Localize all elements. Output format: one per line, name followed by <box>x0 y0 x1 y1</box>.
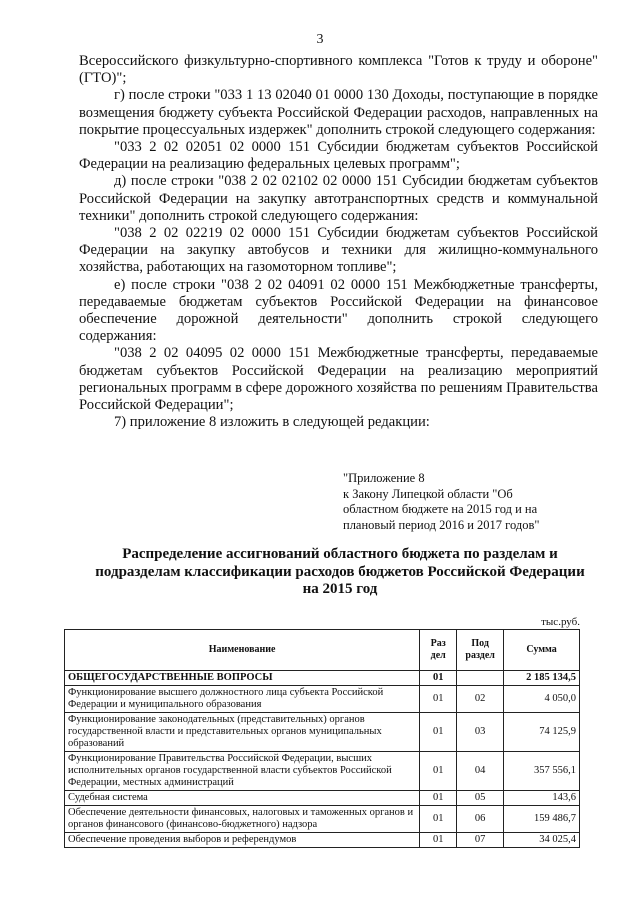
row-amount: 159 486,7 <box>504 806 580 833</box>
row-subsection: 06 <box>457 806 504 833</box>
row-subsection: 04 <box>457 752 504 791</box>
appendix-note <box>343 471 593 533</box>
document-title <box>80 546 600 599</box>
title-line: подразделам классификации расходов бюджетов Российской Федерации <box>95 563 585 580</box>
row-subsection: 02 <box>457 686 504 713</box>
page-number: 3 <box>316 32 324 47</box>
row-section: 01 <box>420 752 457 791</box>
row-subsection: 03 <box>457 713 504 752</box>
appendix-line: "Приложение 8 <box>343 471 425 485</box>
paragraph: "033 2 02 02051 02 0000 151 Субсидии бюджетам субъектов Российской Федерации на реализацию федеральных целевых программ"; <box>79 139 598 173</box>
row-subsection: 05 <box>457 791 504 806</box>
table-row <box>65 752 580 791</box>
table-row <box>65 833 580 848</box>
paragraph: г) после строки "033 1 13 02040 01 0000 130 Доходы, поступающие в порядке возмещения бюджету субъекта Российской Федерации расходов, направленных на покрытие процессуальных издержек" дополнить строкой следующего содержания: <box>79 87 598 138</box>
paragraph: е) после строки "038 2 02 04091 02 0000 151 Межбюджетные трансферты, передаваемые бюджетам субъектов Российской Федерации на финансовое обеспечение дорожной деятельности" дополнить строкой следующего содержания: <box>79 276 598 345</box>
table-row <box>65 713 580 752</box>
row-amount: 2 185 134,5 <box>504 671 580 686</box>
row-name: Функционирование законодательных (представительных) органов государственной власти и представительных органов муниципальных образований <box>65 713 420 752</box>
title-line: на 2015 год <box>302 581 378 597</box>
appendix-line: областном бюджете на 2015 год и на <box>343 502 538 516</box>
row-section: 01 <box>420 833 457 848</box>
paragraph: Всероссийского физкультурно-спортивного комплекса "Готов к труду и обороне" (ГТО)"; <box>79 53 598 87</box>
row-section: 01 <box>420 713 457 752</box>
row-section: 01 <box>420 671 457 686</box>
table-row <box>65 806 580 833</box>
row-subsection: 07 <box>457 833 504 848</box>
paragraph: д) после строки "038 2 02 02102 02 0000 151 Субсидии бюджетам субъектов Российской Федерации на закупку автотранспортных средств и коммунальной техники" дополнить строкой следующего содержания: <box>79 173 598 224</box>
appendix-line: плановый период 2016 и 2017 годов" <box>343 517 540 532</box>
row-amount: 4 050,0 <box>504 686 580 713</box>
header-section: Раз дел <box>420 630 457 671</box>
paragraph: "038 2 02 04095 02 0000 151 Межбюджетные трансферты, передаваемые бюджетам субъектов Российской Федерации на реализацию мероприятий региональных программ в сфере дорожного хозяйства по решениям Правительства Российской Федерации"; <box>79 345 598 414</box>
row-name: Функционирование Правительства Российской Федерации, высших исполнительных органов государственной власти субъектов Российской Федерации, местных администраций <box>65 752 420 791</box>
row-section: 01 <box>420 791 457 806</box>
header-name: Наименование <box>65 630 420 671</box>
row-amount: 74 125,9 <box>504 713 580 752</box>
table-row <box>65 686 580 713</box>
row-name: Судебная система <box>65 791 420 806</box>
row-section: 01 <box>420 806 457 833</box>
row-name: Функционирование высшего должностного лица субъекта Российской Федерации и муниципального образования <box>65 686 420 713</box>
appendix-line: к Закону Липецкой области "Об <box>343 486 513 501</box>
row-name: Обеспечение деятельности финансовых, налоговых и таможенных органов и органов финансового (финансово-бюджетного) надзора <box>65 806 420 833</box>
units-label: тыс.руб. <box>541 616 580 628</box>
row-amount: 34 025,4 <box>504 833 580 848</box>
paragraph: "038 2 02 02219 02 0000 151 Субсидии бюджетам субъектов Российской Федерации на закупку автобусов и техники для жилищно-коммунального хозяйства, работающих на газомоторном топливе"; <box>79 225 598 276</box>
row-name: Обеспечение проведения выборов и референдумов <box>65 833 420 848</box>
row-name: ОБЩЕГОСУДАРСТВЕННЫЕ ВОПРОСЫ <box>65 671 420 686</box>
table-row <box>65 671 580 686</box>
title-line: Распределение ассигнований областного бюджета по разделам и <box>122 546 558 562</box>
budget-table <box>64 629 580 848</box>
row-subsection <box>457 671 504 686</box>
header-amount: Сумма <box>504 630 580 671</box>
row-amount: 143,6 <box>504 791 580 806</box>
paragraph: 7) приложение 8 изложить в следующей редакции: <box>114 414 430 431</box>
amendment-text <box>79 53 598 431</box>
row-section: 01 <box>420 686 457 713</box>
table-row <box>65 791 580 806</box>
table-header-row <box>65 630 580 671</box>
header-subsection: Под раздел <box>457 630 504 671</box>
row-amount: 357 556,1 <box>504 752 580 791</box>
